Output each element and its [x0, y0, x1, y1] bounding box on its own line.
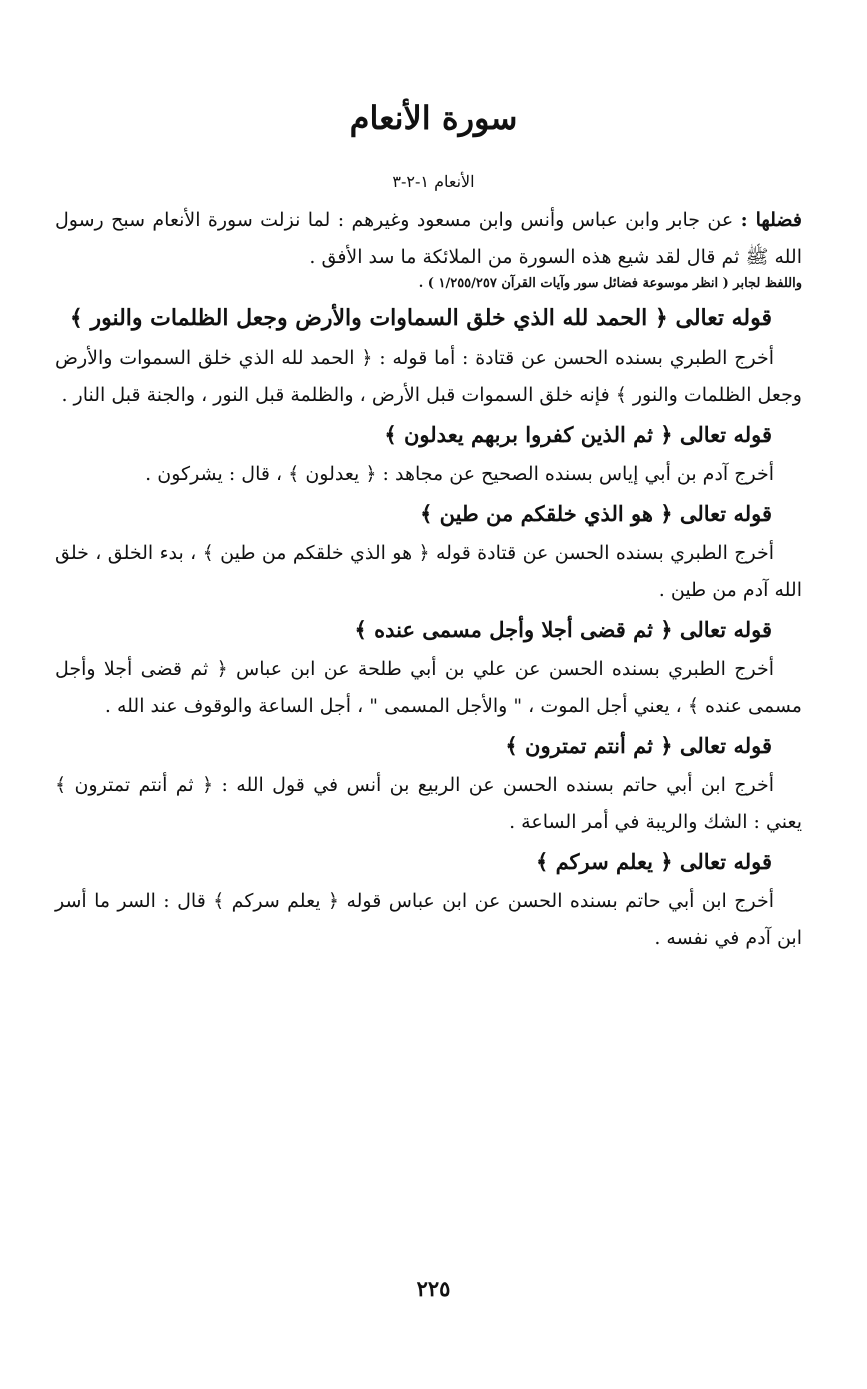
section-heading-5: قوله تعالى ﴿ ثم أنتم تمترون ﴾ — [505, 733, 772, 758]
section-heading-6: قوله تعالى ﴿ يعلم سركم ﴾ — [535, 849, 772, 874]
section-text-5: أخرج ابن أبي حاتم بسنده الحسن عن الربيع بن أنس في قول الله : ﴿ ثم أنتم تمترون ﴾ يعني : الشك والريبة في أمر الساعة . — [55, 774, 802, 833]
section-text-6: أخرج ابن أبي حاتم بسنده الحسن عن ابن عباس قوله ﴿ يعلم سركم ﴾ قال : السر ما أسر ابن آدم في نفسه . — [55, 890, 802, 949]
page-number: ٢٢٥ — [416, 1276, 451, 1301]
section-heading-2: قوله تعالى ﴿ ثم الذين كفروا بربهم يعدلون ﴾ — [384, 422, 772, 447]
section-text-1: أخرج الطبري بسنده الحسن عن قتادة : أما قوله : ﴿ الحمد لله الذي خلق السموات والأرض وجعل الظلمات والنور ﴾ فإنه خلق السموات قبل الأرض ، والظلمة قبل النور ، والجنة قبل النار . — [55, 347, 802, 406]
section-text-3: أخرج الطبري بسنده الحسن عن قتادة قوله ﴿ هو الذي خلقكم من طين ﴾ ، بدء الخلق ، خلق الله آدم من طين . — [55, 542, 802, 601]
page-body — [55, 202, 802, 957]
surah-title: سورة الأنعام — [349, 99, 518, 138]
section-heading-4: قوله تعالى ﴿ ثم قضى أجلا وأجل مسمى عنده ﴾ — [354, 617, 772, 642]
section-text-2: أخرج آدم بن أبي إياس بسنده الصحيح عن مجاهد : ﴿ يعدلون ﴾ ، قال : يشركون . — [145, 463, 774, 485]
source-note: واللفظ لجابر ( انظر موسوعة فضائل سور وآيات القرآن ١/٢٥٥/٢٥٧ ) . — [418, 276, 802, 291]
intro-paragraph — [55, 202, 802, 276]
section-heading-1: قوله تعالى ﴿ الحمد لله الذي خلق السماوات والأرض وجعل الظلمات والنور ﴾ — [69, 305, 772, 331]
intro-lead: فضلها : — [740, 209, 802, 231]
section-heading-3: قوله تعالى ﴿ هو الذي خلقكم من طين ﴾ — [420, 501, 772, 526]
section-text-4: أخرج الطبري بسنده الحسن عن علي بن أبي طلحة عن ابن عباس ﴿ ثم قضى أجلا وأجل مسمى عنده ﴾ ، يعني أجل الموت ، " والأجل المسمى " ، أجل الساعة والوقوف عند الله . — [55, 658, 802, 717]
verse-reference: الأنعام ١-٢-٣ — [392, 172, 475, 191]
intro-text: عن جابر وابن عباس وأنس وابن مسعود وغيرهم : لما نزلت سورة الأنعام سبح رسول الله ﷺ ثم قال لقد شيع هذه السورة من الملائكة ما سد الأفق . — [55, 209, 802, 268]
